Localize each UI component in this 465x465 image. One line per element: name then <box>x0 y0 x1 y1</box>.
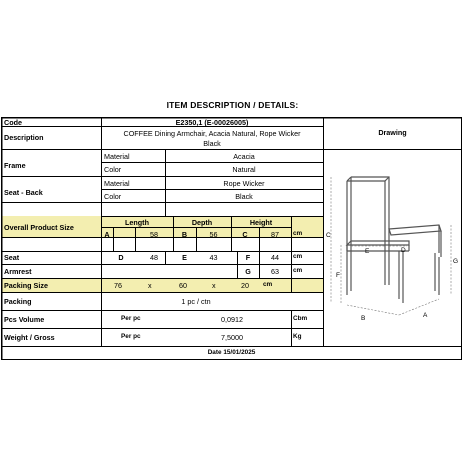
dim-b-letter: B <box>181 230 188 239</box>
height-header: Height <box>249 218 273 227</box>
description-line-1: COFFEE Dining Armchair, Acacia Natural, Rope Wicker <box>123 129 301 138</box>
dim-line-a <box>399 299 439 315</box>
depth-header: Depth <box>191 218 213 227</box>
drawing-label-a: A <box>423 312 428 319</box>
drawing-label-d: D <box>401 247 406 254</box>
frame-material-value: Acacia <box>233 152 255 161</box>
seat-label: Seat <box>4 253 20 262</box>
seat-back-material-label: Material <box>104 179 130 188</box>
overall-size-label: Overall Product Size <box>4 223 74 232</box>
description-line-2: Black <box>203 139 221 148</box>
armrest-unit: cm <box>293 267 303 274</box>
dim-a-value: 58 <box>150 230 158 239</box>
dim-d-value: 48 <box>150 253 158 262</box>
length-header: Length <box>125 218 149 227</box>
dim-c-letter: C <box>242 230 248 239</box>
frame-color-label: Color <box>104 165 122 174</box>
armrest-label: Armrest <box>4 267 32 276</box>
code-value: E2350,1 (E-00026005) <box>175 117 249 127</box>
dim-e-value: 43 <box>209 253 218 262</box>
weight-unit: Kg <box>293 333 302 340</box>
dim-e-letter: E <box>182 253 187 262</box>
chair-drawing <box>323 153 462 343</box>
drawing-label-b: B <box>361 315 366 322</box>
dim-d-letter: D <box>118 253 124 262</box>
weight-value: 7,5000 <box>221 333 243 342</box>
seat-back-label: Seat - Back <box>4 188 43 197</box>
weight-per-pc: Per pc <box>121 333 141 340</box>
packing-size-label: Packing Size <box>4 281 48 290</box>
dim-g-letter: G <box>245 267 251 276</box>
seat-back-color-label: Color <box>104 192 122 201</box>
packing-times-2: x <box>212 281 216 290</box>
document-title: ITEM DESCRIPTION / DETAILS: <box>166 100 299 110</box>
document-date: Date 15/01/2025 <box>207 349 256 356</box>
packing-width: 60 <box>179 281 187 290</box>
dim-g-value: 63 <box>271 267 279 276</box>
weight-label: Weight / Gross <box>4 333 55 342</box>
drawing-label-c: C <box>326 232 331 239</box>
chair-armrest <box>389 225 441 235</box>
drawing-label-e: E <box>365 248 370 255</box>
overall-unit: cm <box>293 230 303 237</box>
seat-back-material-value: Rope Wicker <box>223 179 265 188</box>
seat-back-color-value: Black <box>235 192 253 201</box>
dim-line-b <box>347 305 399 315</box>
packing-label: Packing <box>4 297 32 306</box>
chair-seat <box>347 241 409 245</box>
packing-height: 20 <box>241 281 249 290</box>
packing-length: 76 <box>114 281 122 290</box>
drawing-label-g: G <box>453 258 459 265</box>
code-label: Code <box>4 117 22 127</box>
chair-back-top <box>347 177 351 181</box>
frame-label: Frame <box>4 161 26 170</box>
dim-f-value: 44 <box>271 253 279 262</box>
packing-times-1: x <box>148 281 152 290</box>
frame-color-value: Natural <box>232 165 256 174</box>
seat-unit: cm <box>293 253 303 260</box>
drawing-label-f: F <box>336 272 340 279</box>
item-details-sheet <box>1 117 462 360</box>
dim-c-value: 87 <box>271 230 279 239</box>
volume-per-pc: Per pc <box>121 315 141 322</box>
drawing-title: Drawing <box>378 128 407 137</box>
description-label: Description <box>4 133 44 142</box>
packing-value: 1 pc / ctn <box>181 297 211 306</box>
chair-backrest <box>351 177 389 285</box>
dim-f-letter: F <box>245 253 251 262</box>
volume-value: 0,0912 <box>221 315 243 324</box>
dim-a-letter: A <box>104 230 110 239</box>
volume-unit: Cbm <box>293 315 308 322</box>
frame-material-label: Material <box>104 152 130 161</box>
dim-b-value: 56 <box>209 230 218 239</box>
packing-size-unit: cm <box>263 281 273 288</box>
volume-label: Pcs Volume <box>4 315 45 324</box>
